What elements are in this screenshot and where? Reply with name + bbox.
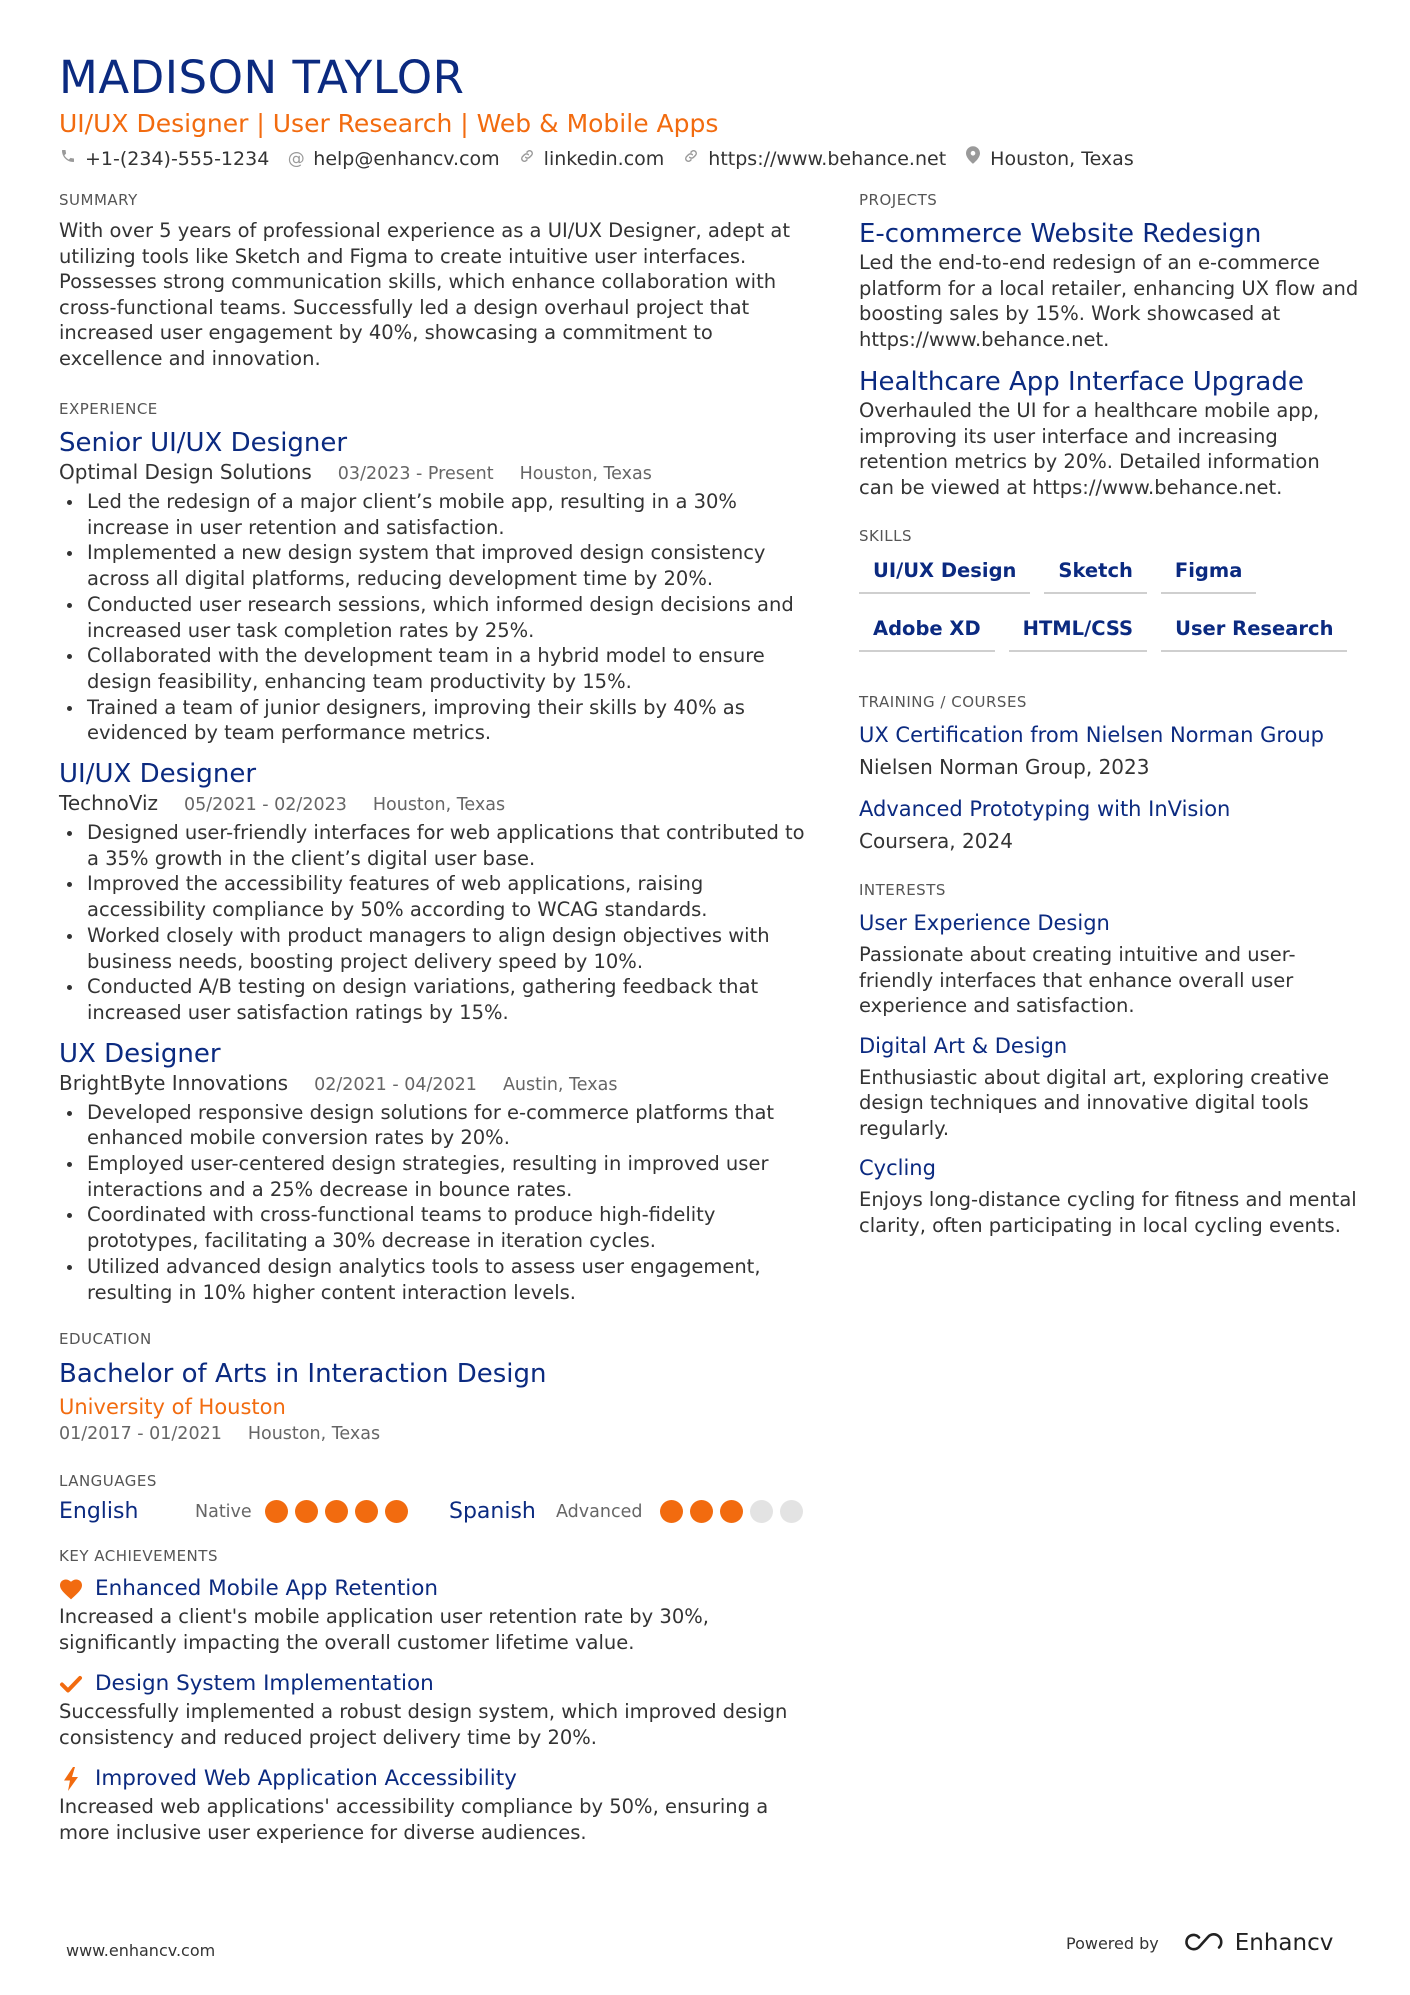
rating-dot-filled bbox=[265, 1500, 288, 1523]
link-icon bbox=[682, 146, 700, 172]
interests-section bbox=[859, 880, 1359, 1238]
at-icon: @ bbox=[287, 149, 305, 169]
training-section bbox=[859, 692, 1359, 856]
interest-item bbox=[859, 1153, 1359, 1238]
language-rating bbox=[265, 1500, 408, 1523]
job-bullet: Implemented a new design system that improved design consistency across all digital platforms, reducing development time by 20%. bbox=[59, 540, 809, 591]
left-column bbox=[59, 190, 809, 1873]
project-title: Healthcare App Interface Upgrade bbox=[859, 367, 1304, 397]
rating-dot-filled bbox=[720, 1500, 743, 1523]
job-company: Optimal Design Solutions bbox=[59, 460, 312, 484]
location-icon bbox=[964, 146, 982, 172]
resume-header bbox=[59, 52, 1359, 172]
language-rating bbox=[660, 1500, 803, 1523]
job-location: Houston, Texas bbox=[372, 795, 506, 816]
job-bullets bbox=[59, 820, 809, 1026]
interest-title: Digital Art & Design bbox=[859, 1033, 1068, 1058]
rating-dot-filled bbox=[660, 1500, 683, 1523]
interest-item bbox=[859, 1031, 1359, 1142]
rating-dot-filled bbox=[295, 1500, 318, 1523]
course-provider: Nielsen Norman Group, 2023 bbox=[859, 755, 1150, 779]
achievements-section bbox=[59, 1546, 809, 1845]
job-bullets bbox=[59, 1100, 809, 1306]
enhancv-logo-icon bbox=[1183, 1931, 1227, 1955]
achievement-header bbox=[59, 1764, 809, 1794]
contact-behance-text: https://www.behance.net bbox=[708, 148, 947, 170]
job-entry bbox=[59, 427, 809, 746]
candidate-name: MADISON TAYLOR bbox=[59, 51, 465, 104]
project-title: E-commerce Website Redesign bbox=[859, 219, 1262, 249]
interest-text: Passionate about creating intuitive and user-friendly interfaces that enhance overall user experience and satisfaction. bbox=[859, 943, 1296, 1017]
achievement-title: Enhanced Mobile App Retention bbox=[95, 1576, 439, 1602]
job-bullet: Led the redesign of a major client’s mobile app, resulting in a 30% increase in user retention and satisfaction. bbox=[59, 489, 809, 540]
experience-section bbox=[59, 399, 809, 1305]
job-bullet: Improved the accessibility features of web applications, raising accessibility compliance by 50% according to WCAG standards. bbox=[59, 871, 809, 922]
job-meta bbox=[59, 459, 809, 487]
achievement-title: Improved Web Application Accessibility bbox=[95, 1766, 517, 1792]
achievement-item bbox=[59, 1574, 809, 1655]
enhancv-brand-text: Enhancv bbox=[1234, 1930, 1334, 1956]
footer-website-link[interactable]: www.enhancv.com bbox=[66, 1941, 216, 1960]
job-bullet: Conducted A/B testing on design variations, gathering feedback that increased user satisfaction ratings by 15%. bbox=[59, 974, 809, 1025]
education-section bbox=[59, 1329, 809, 1447]
course-provider: Coursera, 2024 bbox=[859, 829, 1013, 853]
achievement-text: Increased a client's mobile application user retention rate by 30%, significantly impacting the overall customer lifetime value. bbox=[59, 1605, 709, 1654]
interest-title: Cycling bbox=[859, 1156, 936, 1180]
education-location: Houston, Texas bbox=[247, 1424, 381, 1445]
job-bullet: Trained a team of junior designers, improving their skills by 40% as evidenced by team performance metrics. bbox=[59, 695, 809, 746]
contact-email-text: help@enhancv.com bbox=[313, 148, 500, 170]
project-item bbox=[859, 366, 1359, 500]
skill-tag: Figma bbox=[1161, 554, 1256, 594]
skills-heading: SKILLS bbox=[859, 527, 913, 545]
rating-dot-empty bbox=[750, 1500, 773, 1523]
contact-phone-text: +1-(234)-555-1234 bbox=[85, 148, 270, 170]
language-level: Native bbox=[195, 1501, 252, 1522]
enhancv-logo bbox=[1183, 1930, 1334, 1956]
achievement-title: Design System Implementation bbox=[95, 1671, 434, 1697]
education-school: University of Houston bbox=[59, 1395, 286, 1420]
right-column bbox=[859, 190, 1359, 1266]
lightning-icon bbox=[59, 1767, 83, 1791]
skill-tag: UI/UX Design bbox=[859, 554, 1030, 594]
contact-location bbox=[964, 146, 1134, 172]
course-item bbox=[859, 720, 1359, 782]
contact-phone[interactable] bbox=[59, 146, 269, 172]
job-bullets bbox=[59, 489, 809, 746]
project-text: Overhauled the UI for a healthcare mobile app, improving its user interface and increasing retention metrics by 20%. Detailed information can be viewed at https://www.behance.net. bbox=[859, 399, 1320, 499]
job-bullet: Employed user-centered design strategies, resulting in improved user interactions and a 25% decrease in bounce rates. bbox=[59, 1151, 809, 1202]
contact-location-text: Houston, Texas bbox=[990, 148, 1134, 170]
languages-heading: LANGUAGES bbox=[59, 1472, 157, 1491]
interest-text: Enjoys long-distance cycling for fitness and mental clarity, often participating in local cycling events. bbox=[859, 1188, 1357, 1237]
education-degree: Bachelor of Arts in Interaction Design bbox=[59, 1359, 547, 1390]
phone-icon bbox=[59, 146, 77, 172]
projects-section bbox=[859, 190, 1359, 500]
contact-email[interactable] bbox=[287, 146, 499, 172]
interest-item bbox=[859, 908, 1359, 1019]
language-name: English bbox=[59, 1499, 139, 1525]
job-title: Senior UI/UX Designer bbox=[59, 428, 348, 458]
rating-dot-filled bbox=[325, 1500, 348, 1523]
job-dates: 02/2021 - 04/2021 bbox=[314, 1074, 477, 1095]
job-entry bbox=[59, 758, 809, 1026]
rating-dot-filled bbox=[355, 1500, 378, 1523]
contact-linkedin[interactable] bbox=[518, 146, 665, 172]
contact-linkedin-text: linkedin.com bbox=[543, 148, 665, 170]
rating-dot-filled bbox=[385, 1500, 408, 1523]
course-title: Advanced Prototyping with InVision bbox=[859, 797, 1231, 821]
job-meta bbox=[59, 1070, 809, 1098]
job-meta bbox=[59, 790, 809, 818]
interest-title: User Experience Design bbox=[859, 911, 1110, 935]
training-heading: TRAINING / COURSES bbox=[859, 693, 1027, 711]
course-title: UX Certification from Nielsen Norman Group bbox=[859, 723, 1325, 747]
heart-icon bbox=[59, 1578, 83, 1600]
education-meta bbox=[59, 1421, 809, 1447]
footer-branding[interactable] bbox=[1066, 1930, 1333, 1956]
candidate-tagline: UI/UX Designer | User Research | Web & Mobile Apps bbox=[59, 109, 719, 138]
achievement-text: Increased web applications' accessibility compliance by 50%, ensuring a more inclusive user experience for diverse audiences. bbox=[59, 1795, 769, 1844]
project-text: Led the end-to-end redesign of an e-commerce platform for a local retailer, enhancing UX flow and boosting sales by 15%. Work showcased at https://www.behance.net. bbox=[859, 251, 1359, 351]
skills-list bbox=[859, 554, 1359, 652]
skill-tag: User Research bbox=[1161, 612, 1347, 652]
contact-list bbox=[59, 146, 1359, 172]
checkmark-icon bbox=[59, 1674, 83, 1694]
contact-behance[interactable] bbox=[682, 146, 946, 172]
job-bullet: Coordinated with cross-functional teams to produce high-fidelity prototypes, facilitating a 30% decrease in iteration cycles. bbox=[59, 1202, 809, 1253]
summary-text: With over 5 years of professional experience as a UI/UX Designer, adept at utilizing tools like Sketch and Figma to create intuitive user interfaces. Possesses strong communication skills, which enhance collaboration with cross-functional teams. Successfully led a design overhaul project that increased user engagement by 40%, showcasing a commitment to excellence and innovation. bbox=[59, 219, 791, 370]
project-item bbox=[859, 218, 1359, 352]
job-location: Austin, Texas bbox=[502, 1074, 618, 1095]
job-dates: 05/2021 - 02/2023 bbox=[184, 795, 347, 816]
language-item bbox=[59, 1499, 449, 1524]
job-bullet: Collaborated with the development team in a hybrid model to ensure design feasibility, enhancing team productivity by 15%. bbox=[59, 643, 809, 694]
rating-dot-filled bbox=[690, 1500, 713, 1523]
job-bullet: Developed responsive design solutions for e-commerce platforms that enhanced mobile conversion rates by 20%. bbox=[59, 1100, 809, 1151]
job-bullet: Worked closely with product managers to align design objectives with business needs, boosting project delivery speed by 10%. bbox=[59, 923, 809, 974]
achievement-item bbox=[59, 1764, 809, 1845]
powered-by-label: Powered by bbox=[1066, 1933, 1159, 1953]
job-dates: 03/2023 - Present bbox=[337, 464, 494, 484]
job-bullet: Designed user-friendly interfaces for web applications that contributed to a 35% growth in the client’s digital user base. bbox=[59, 820, 809, 871]
achievements-heading: KEY ACHIEVEMENTS bbox=[59, 1547, 218, 1566]
language-name: Spanish bbox=[449, 1499, 536, 1525]
interest-text: Enthusiastic about digital art, exploring creative design techniques and innovative digital tools regularly. bbox=[859, 1065, 1330, 1140]
education-dates: 01/2017 - 01/2021 bbox=[59, 1424, 222, 1445]
job-bullet: Conducted user research sessions, which informed design decisions and increased user task completion rates by 25%. bbox=[59, 592, 809, 643]
languages-section bbox=[59, 1471, 809, 1524]
skill-tag: HTML/CSS bbox=[1009, 612, 1147, 652]
course-item bbox=[859, 794, 1359, 856]
job-title: UI/UX Designer bbox=[59, 759, 257, 790]
language-level: Advanced bbox=[556, 1501, 643, 1522]
summary-section bbox=[59, 190, 809, 371]
job-location: Houston, Texas bbox=[519, 464, 652, 484]
projects-heading: PROJECTS bbox=[859, 191, 938, 209]
achievement-header bbox=[59, 1669, 809, 1699]
job-company: TechnoViz bbox=[59, 791, 159, 816]
achievement-header bbox=[59, 1574, 809, 1604]
job-entry bbox=[59, 1038, 809, 1306]
skill-tag: Adobe XD bbox=[859, 612, 995, 652]
link-icon bbox=[518, 146, 536, 172]
job-bullet: Utilized advanced design analytics tools to assess user engagement, resulting in 10% higher content interaction levels. bbox=[59, 1254, 809, 1305]
job-company: BrightByte Innovations bbox=[59, 1070, 289, 1095]
interests-heading: INTERESTS bbox=[859, 881, 946, 899]
languages-list bbox=[59, 1499, 809, 1524]
summary-heading: SUMMARY bbox=[59, 191, 138, 209]
education-heading: EDUCATION bbox=[59, 1330, 152, 1349]
language-item bbox=[449, 1499, 803, 1524]
achievement-item bbox=[59, 1669, 809, 1750]
experience-heading: EXPERIENCE bbox=[59, 400, 158, 418]
rating-dot-empty bbox=[780, 1500, 803, 1523]
achievement-text: Successfully implemented a robust design system, which improved design consistency and reduced project delivery time by 20%. bbox=[59, 1700, 788, 1749]
skills-section bbox=[859, 526, 1359, 652]
skill-tag: Sketch bbox=[1044, 554, 1146, 594]
job-title: UX Designer bbox=[59, 1038, 221, 1069]
